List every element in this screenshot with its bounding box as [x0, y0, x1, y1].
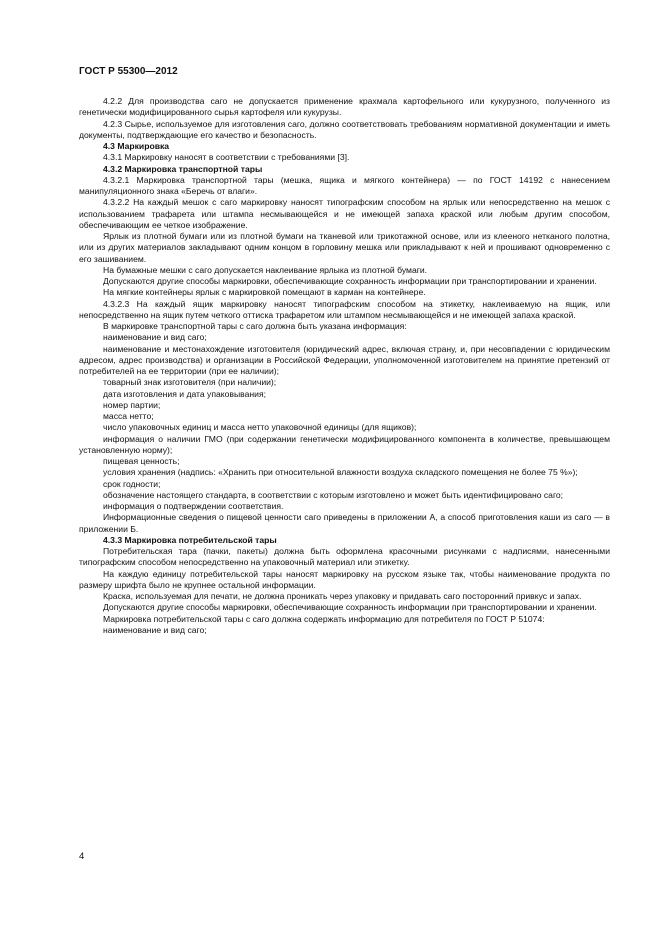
- paragraph: обозначение настоящего стандарта, в соответствии с которым изготовлено и может быть идентифицировано саго;: [103, 489, 564, 500]
- paragraph: 4.3.2.3 На каждый ящик маркировку наносят типографским способом на этикетку, наклеиваемую на ящик, или непосредственно на ящик путем четкого оттиска трафаретом или штампом несмывающейся и не имеющей запаха краской.: [79, 298, 610, 320]
- paragraph: 4.3.1 Маркировку наносят в соответствии с требованиями [3].: [103, 152, 350, 163]
- paragraph: На бумажные мешки с саго допускается наклеивание ярлыка из плотной бумаги.: [103, 264, 428, 275]
- paragraph: 4.2.2 Для производства саго не допускается применение крахмала картофельного или кукурузного, полученного из генетически модифицированного сырья картофеля или кукурузы.: [79, 96, 610, 118]
- paragraph: Информационные сведения о пищевой ценности саго приведены в приложении А, а способ приготовления каши из саго — в приложении Б.: [79, 512, 610, 534]
- paragraph: Потребительская тара (пачки, пакеты) должна быть оформлена красочными рисунками с надписями, нанесенными типографским способом непосредственно на упаковочный материал или этикетку.: [79, 546, 610, 568]
- document-header: ГОСТ Р 55300—2012: [79, 66, 178, 77]
- paragraph: масса нетто;: [103, 411, 154, 421]
- section-heading: 4.3.3 Маркировка потребительской тары: [103, 534, 277, 545]
- section-heading: 4.3 Маркировка: [103, 141, 170, 151]
- paragraph: наименование и вид саго;: [103, 332, 207, 343]
- paragraph: Ярлык из плотной бумаги или из плотной бумаги на тканевой или трикотажной основе, или из клееного нетканого полотна, или из других материалов закладывают одним концом в горловину мешка или прикладывают к ней и прошивают одновременно с его зашиванием.: [79, 231, 610, 264]
- paragraph: Допускаются другие способы маркировки, обеспечивающие сохранность информации при транспортировании и хранении.: [103, 602, 597, 613]
- paragraph: срок годности;: [103, 478, 161, 489]
- paragraph: На каждую единицу потребительской тары наносят маркировку на русском языке так, чтобы наименование продукта по размеру шрифта было не крупнее остальной информации.: [79, 568, 610, 590]
- paragraph: На мягкие контейнеры ярлык с маркировкой помещают в карман на контейнере.: [103, 287, 426, 298]
- paragraph: В маркировке транспортной тары с саго должна быть указана информация:: [103, 321, 407, 331]
- paragraph: Маркировка потребительской тары с саго должна содержать информацию для потребителя по ГОСТ Р 51074:: [103, 613, 545, 624]
- paragraph: наименование и местонахождение изготовителя (юридический адрес, включая страну, и, при несовпадении с юридическим адресом, адрес производства) и организации в Российской Федерации, уполномоченной изготовителем на принятие претензий от потребителей на ее территории (при ее наличии);: [79, 343, 610, 376]
- paragraph: пищевая ценность;: [103, 456, 180, 466]
- paragraph: Допускаются другие способы маркировки, обеспечивающие сохранность информации при транспортировании и хранении.: [103, 276, 597, 286]
- paragraph: число упаковочных единиц и масса нетто упаковочной единицы (для ящиков);: [103, 422, 417, 433]
- paragraph: 4.3.2.1 Маркировка транспортной тары (мешка, ящика и мягкого контейнера) — по ГОСТ 14192 с нанесением манипуляционного знака «Беречь от влаги».: [79, 174, 610, 196]
- paragraph: номер партии;: [103, 399, 161, 410]
- paragraph: информация о наличии ГМО (при содержании генетически модифицированного компонента в количестве, превышающем установленную норму);: [79, 433, 610, 455]
- paragraph: 4.2.3 Сырье, используемое для изготовления саго, должно соответствовать требованиям нормативной документации и иметь документы, подтверждающие его качество и безопасность.: [79, 118, 610, 140]
- section-heading: 4.3.2 Маркировка транспортной тары: [103, 163, 263, 174]
- page-number: 4: [79, 851, 85, 862]
- paragraph: товарный знак изготовителя (при наличии);: [103, 377, 277, 388]
- paragraph: 4.3.2.2 На каждый мешок с саго маркировку наносят типографским способом на ярлык или непосредственно на мешок с использованием трафарета или штампа несмывающейся и не имеющей запаха краской или любым другим способом, обеспечивающим ее четкое изображение.: [79, 197, 610, 230]
- paragraph: информация о подтверждении соответствия.: [103, 501, 284, 511]
- paragraph: условия хранения (надпись: «Хранить при относительной влажности воздуха складского помещения не более 75 %»);: [103, 467, 578, 478]
- paragraph: Краска, используемая для печати, не должна проникать через упаковку и придавать саго посторонний привкус и запах.: [103, 591, 582, 601]
- paragraph: наименование и вид саго;: [103, 624, 207, 635]
- paragraph: дата изготовления и дата упаковывания;: [103, 388, 266, 399]
- document-body: [79, 96, 610, 636]
